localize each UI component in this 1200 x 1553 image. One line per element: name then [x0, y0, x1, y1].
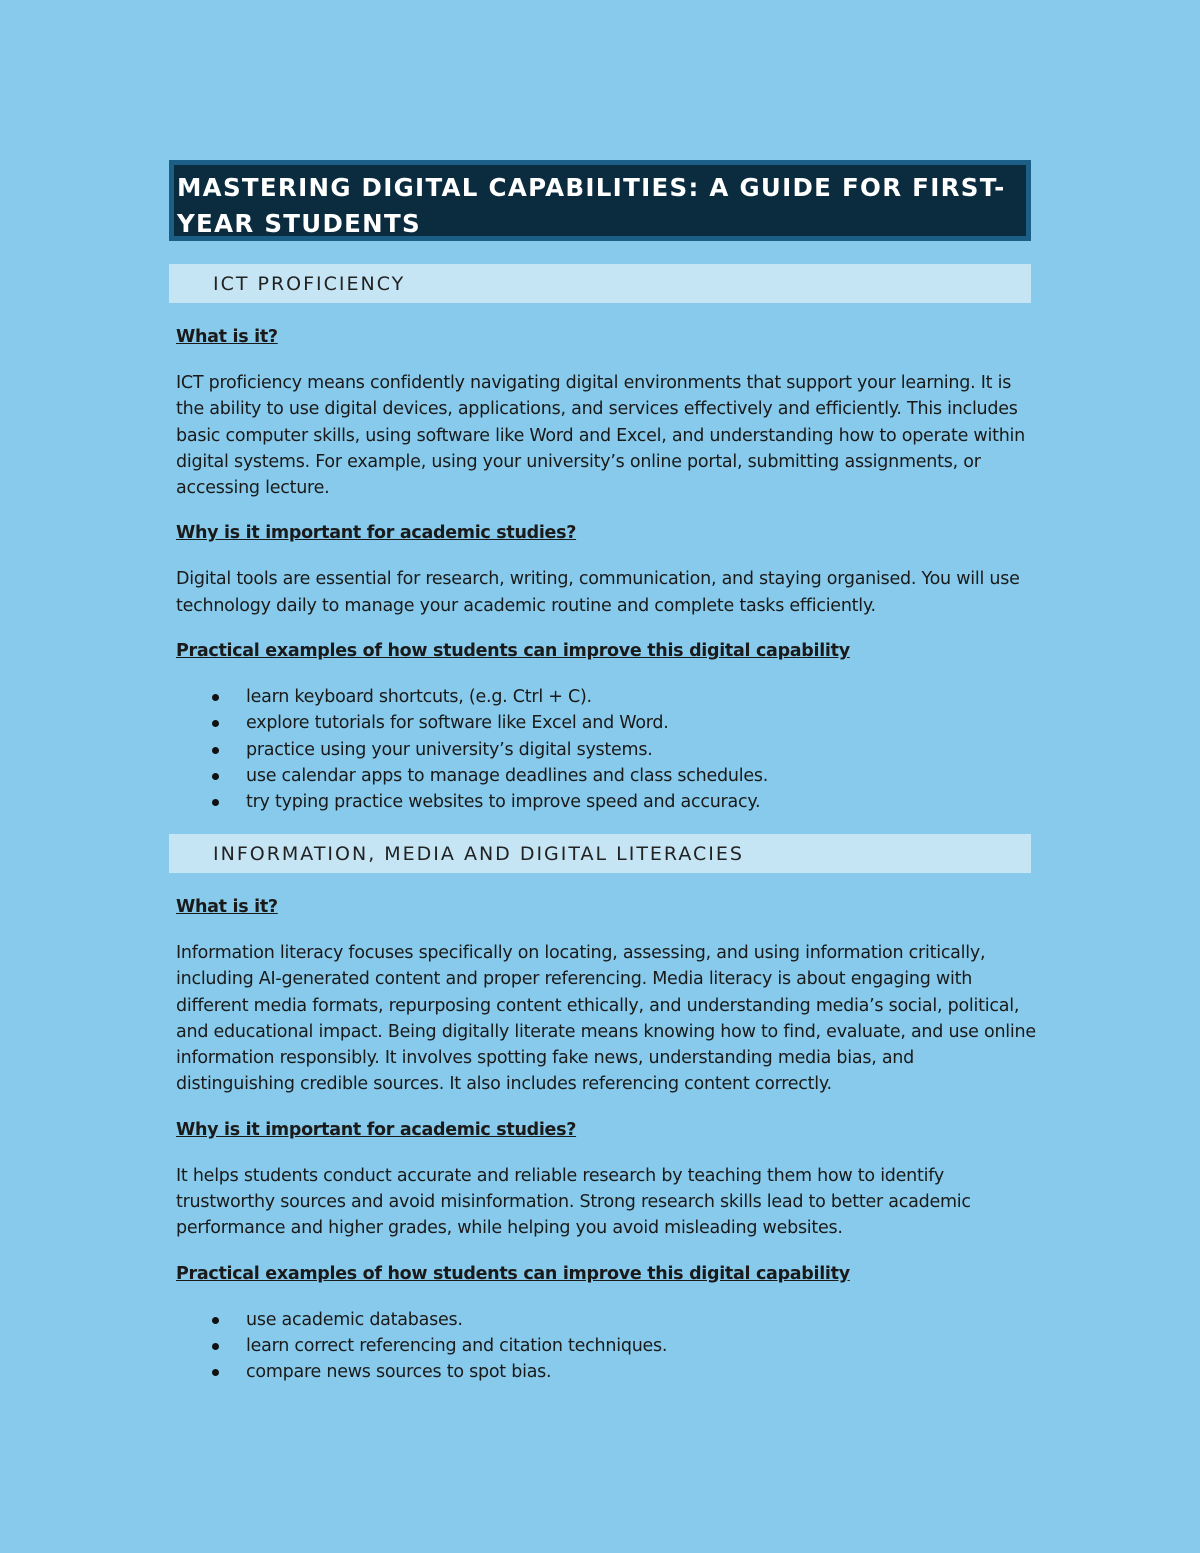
practical-examples-list [176, 684, 1036, 815]
practical-examples-list [176, 1307, 1036, 1386]
list-item [176, 763, 1036, 789]
what-is-it-text: ICT proficiency means confidently navigating digital environments that support your learning. It is the ability to use digital devices, applications, and services effectively and efficiently. This includes basic computer skills, using software like Word and Excel, and understanding how to operate within digital systems. For example, using your university’s online portal, submitting assignments, or accessing lecture. [176, 373, 1026, 499]
what-is-it-heading: What is it? [176, 327, 278, 347]
bullet-icon [212, 773, 219, 780]
list-item [176, 710, 1036, 736]
list-item [176, 1359, 1036, 1385]
why-important-text: Digital tools are essential for research, writing, communication, and staying organised. You will use technology daily to manage your academic routine and complete tasks efficiently. [176, 569, 1020, 616]
list-item [176, 737, 1036, 763]
practical-examples-heading: Practical examples of how students can improve this digital capability [176, 641, 850, 662]
bullet-icon [212, 720, 219, 727]
why-important-text: It helps students conduct accurate and reliable research by teaching them how to identify trustworthy sources and avoid misinformation. Strong research skills lead to better academic performance and higher grades, while helping you avoid misleading websites. [176, 1165, 971, 1239]
document-title: MASTERING DIGITAL CAPABILITIES: A GUIDE FOR FIRST-YEAR STUDENTS [177, 173, 1006, 238]
section-information-media-digital-literacies [176, 894, 1036, 1386]
list-item [176, 684, 1036, 710]
bullet-icon [212, 1343, 219, 1350]
bullet-icon [212, 747, 219, 754]
section-ict-proficiency [176, 324, 1036, 816]
bullet-icon [212, 799, 219, 806]
list-item-text: explore tutorials for software like Excel and Word. [246, 713, 669, 734]
list-item-text: practice using your university’s digital systems. [246, 739, 653, 760]
bullet-icon [212, 694, 219, 701]
list-item-text: learn keyboard shortcuts, (e.g. Ctrl + C). [246, 687, 592, 708]
section-heading-information-media-digital-literacies: INFORMATION, MEDIA AND DIGITAL LITERACIES [169, 834, 1031, 873]
practical-examples-heading: Practical examples of how students can improve this digital capability [176, 1263, 850, 1284]
bullet-icon [212, 1369, 219, 1376]
list-item [176, 1333, 1036, 1359]
what-is-it-heading: What is it? [176, 897, 278, 917]
list-item [176, 1307, 1036, 1333]
list-item-text: try typing practice websites to improve speed and accuracy. [246, 792, 761, 813]
title-banner [169, 160, 1031, 241]
list-item-text: use academic databases. [246, 1309, 463, 1330]
list-item [176, 789, 1036, 815]
bullet-icon [212, 1317, 219, 1324]
list-item-text: learn correct referencing and citation techniques. [246, 1335, 668, 1356]
why-important-heading: Why is it important for academic studies? [176, 1119, 577, 1140]
why-important-heading: Why is it important for academic studies? [176, 523, 577, 544]
list-item-text: use calendar apps to manage deadlines and class schedules. [246, 765, 769, 786]
list-item-text: compare news sources to spot bias. [246, 1362, 552, 1383]
what-is-it-text: Information literacy focuses specifically on locating, assessing, and using information critically, including AI-generated content and proper referencing. Media literacy is about engaging with different media formats, repurposing content ethically, and understanding media’s social, political, and educational impact. Being digitally literate means knowing how to find, evaluate, and use online information responsibly. It involves spotting fake news, understanding media bias, and distinguishing credible sources. It also includes referencing content correctly. [176, 943, 1036, 1095]
section-heading-ict-proficiency: ICT PROFICIENCY [169, 264, 1031, 303]
